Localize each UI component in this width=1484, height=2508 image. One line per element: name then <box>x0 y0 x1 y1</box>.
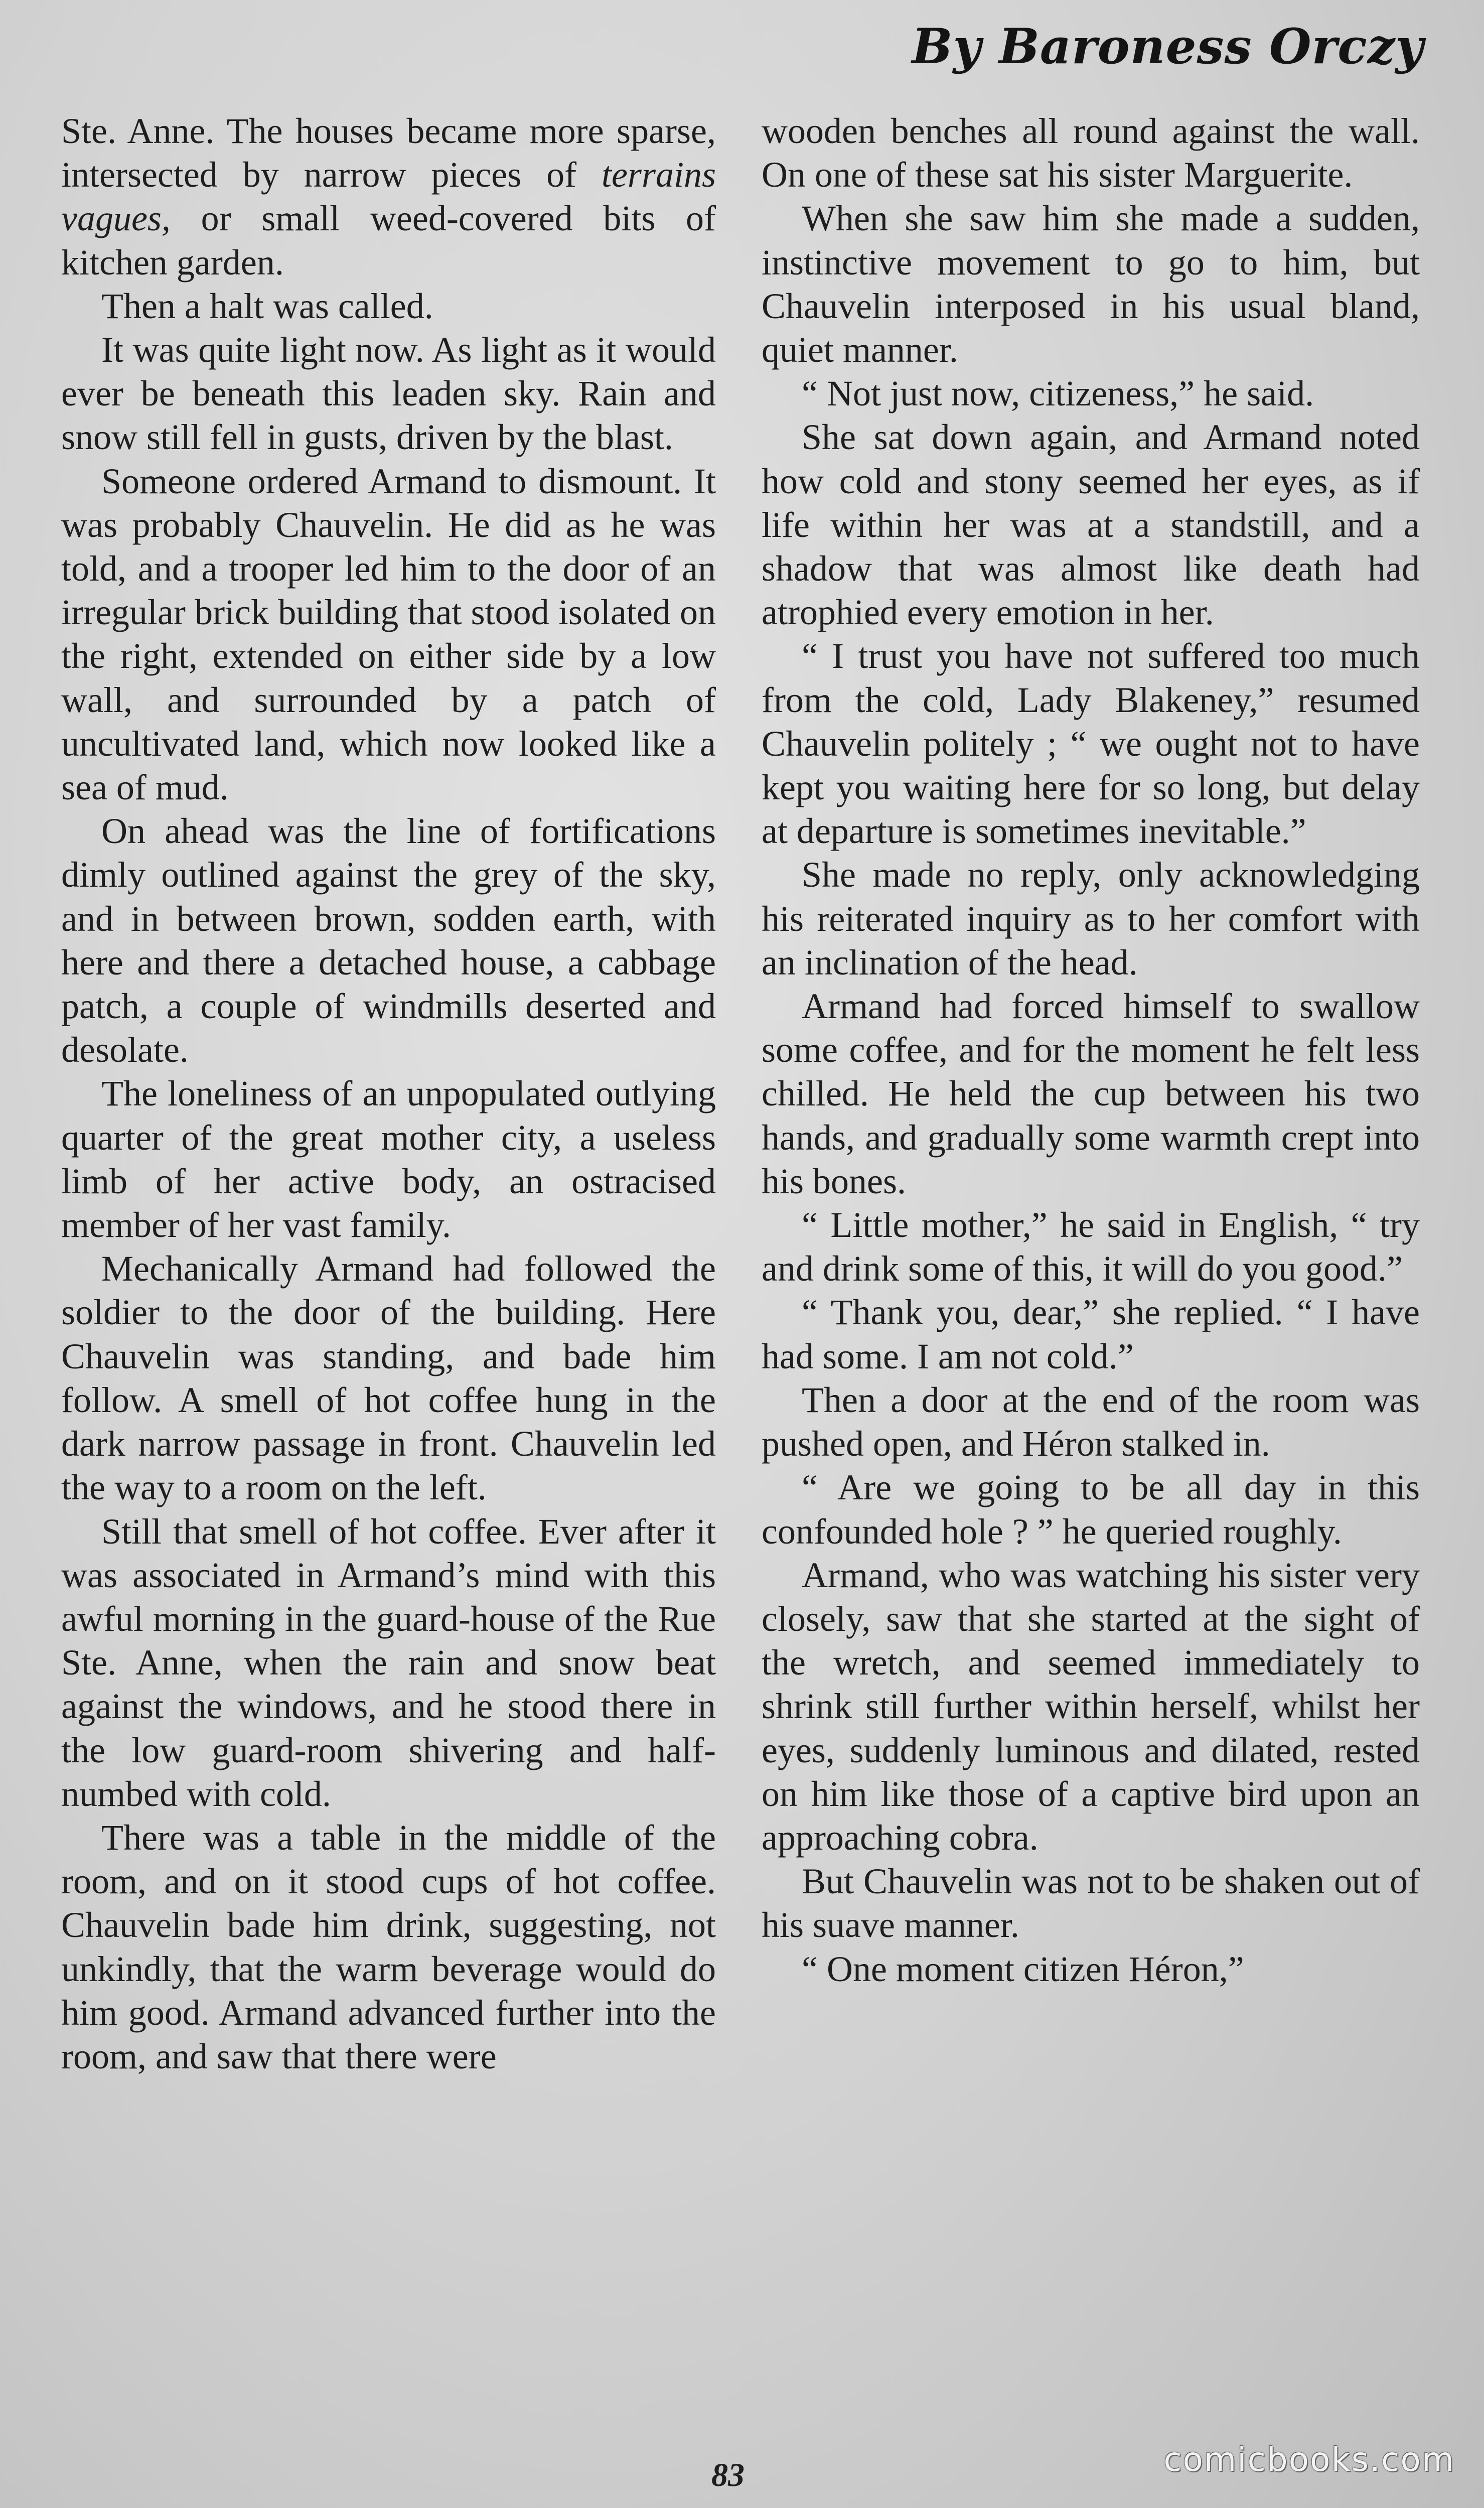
left-column <box>61 109 716 2398</box>
paragraph: “ Not just now, citizeness,” he said. <box>802 373 1314 414</box>
paragraph: It was quite light now. As light as it would ever be beneath this leaden sky. Rain and snow still fell in gusts, driven by the blast. <box>61 330 716 458</box>
page-number: 83 <box>711 2457 745 2493</box>
paragraph-text: Ste. Anne. The houses became more sparse, intersected by narrow pieces of <box>61 111 716 195</box>
italic-phrase: terrains vagues, <box>61 155 716 239</box>
paragraph: “ One moment citizen Héron,” <box>802 1948 1244 1989</box>
paragraph: There was a table in the middle of the room, and on it stood cups of hot coffee. Chauvelin bade him drink, suggesting, not unkindly, that the warm beverage would do him good. Armand advanced further into the room, and saw that there were <box>61 1817 716 2076</box>
paragraph-text: or small weed-covered bits of kitchen garden. <box>61 198 716 283</box>
paragraph: Someone ordered Armand to dismount. It was probably Chauvelin. He did as he was told, and a trooper led him to the door of an irregular brick building that stood isolated on the right, extended on either side by a low wall, and surrounded by a patch of uncultivated land, which now looked like a sea of mud. <box>61 461 716 808</box>
paragraph: Mechanically Armand had followed the soldier to the door of the building. Here Chauvelin was standing, and bade him follow. A smell of hot coffee hung in the dark narrow passage in front. Chauvelin led the way to a room on the left. <box>61 1248 716 1508</box>
site-watermark: comicbooks.com <box>1163 2440 1455 2479</box>
paragraph: Armand had forced himself to swallow some coffee, and for the moment he felt less chilled. He held the cup between his two hands, and gradually some warmth crept into his bones. <box>762 986 1420 1201</box>
paragraph: On ahead was the line of fortifications dimly outlined against the grey of the sky, and in between brown, sodden earth, with here and there a detached house, a cabbage patch, a couple of windmills deserted and desolate. <box>61 811 716 1070</box>
paragraph: Then a halt was called. <box>101 286 433 326</box>
paragraph: Armand, who was watching his sister very closely, saw that she started at the sight of the wretch, and seemed immediately to shrink still further within herself, whilst her eyes, suddenly luminous and dilated, rested on him like those of a captive bird upon an approaching cobra. <box>762 1555 1420 1858</box>
right-column <box>762 109 1420 2398</box>
paragraph: Still that smell of hot coffee. Ever after it was associated in Armand’s mind with this awful morning in the guard-house of the Rue Ste. Anne, when the rain and snow beat against the windows, and he stood there in the low guard-room shivering and half-numbed with cold. <box>61 1511 716 1814</box>
paragraph: “ Little mother,” he said in English, “ try and drink some of this, it will do you good.” <box>762 1205 1420 1289</box>
paragraph: Then a door at the end of the room was pushed open, and Héron stalked in. <box>762 1379 1420 1464</box>
paragraph: She sat down again, and Armand noted how cold and stony seemed her eyes, as if life within her was at a standstill, and a shadow that was almost like death had atrophied every emotion in her. <box>762 417 1420 633</box>
paragraph: When she saw him she made a sudden, instinctive movement to go to him, but Chauvelin interposed in his usual bland, quiet manner. <box>762 198 1420 370</box>
author-byline: By Baroness Orczy <box>912 18 1424 75</box>
paragraph: She made no reply, only acknowledging his reiterated inquiry as to her comfort with an inclination of the head. <box>762 855 1420 983</box>
paragraph: “ I trust you have not suffered too much from the cold, Lady Blakeney,” resumed Chauvelin politely ; “ we ought not to have kept you waiting here for so long, but delay at departure is sometimes inevitable.” <box>762 636 1420 852</box>
paragraph: But Chauvelin was not to be shaken out of his suave manner. <box>762 1861 1420 1945</box>
paragraph: The loneliness of an unpopulated outlying quarter of the great mother city, a useless limb of her active body, an ostracised member of her vast family. <box>61 1073 716 1245</box>
paragraph: “ Are we going to be all day in this confounded hole ? ” he queried roughly. <box>762 1467 1420 1552</box>
paragraph: wooden benches all round against the wall. On one of these sat his sister Marguerite. <box>762 111 1420 195</box>
paragraph: “ Thank you, dear,” she replied. “ I have had some. I am not cold.” <box>762 1292 1420 1376</box>
paragraph <box>61 109 716 285</box>
